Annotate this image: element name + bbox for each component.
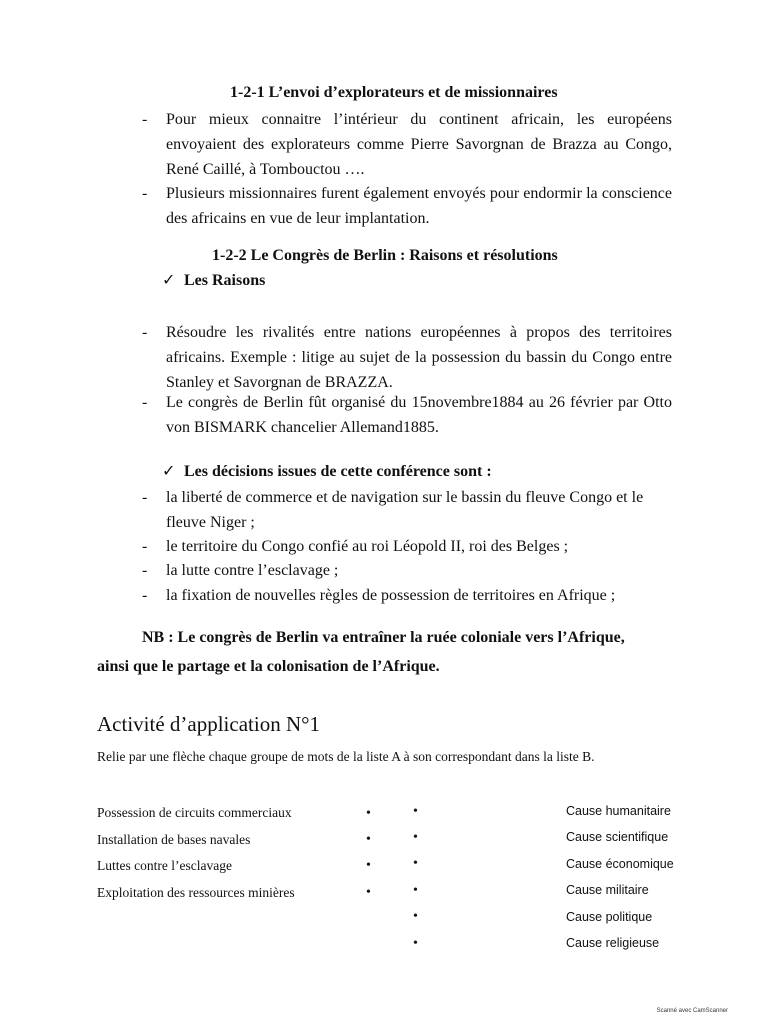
list-item xyxy=(142,320,672,395)
list-item xyxy=(142,181,672,231)
list-a-item: Exploitation des ressources minières xyxy=(97,885,295,900)
checkmark-icon: ✓ xyxy=(162,272,176,289)
list-b-item: Cause humanitaire xyxy=(566,804,671,818)
list-b-connector-dot[interactable]: • xyxy=(413,856,418,871)
dash-marker: - xyxy=(142,111,148,128)
dash-marker: - xyxy=(142,185,148,202)
list-b-connector-dot[interactable]: • xyxy=(413,909,418,924)
list-b-item: Cause militaire xyxy=(566,883,649,897)
dash-marker: - xyxy=(142,538,148,555)
dash-marker: - xyxy=(142,324,148,341)
dash-marker: - xyxy=(142,489,148,506)
list-b-item: Cause scientifique xyxy=(566,830,669,844)
list-b-connector-dot[interactable]: • xyxy=(413,804,418,819)
list-b-connector-dot[interactable]: • xyxy=(413,830,418,845)
raisons-heading-text: Les Raisons xyxy=(184,272,266,289)
list-item xyxy=(142,583,672,608)
section-122-title: 1-2-2 Le Congrès de Berlin : Raisons et résolutions xyxy=(212,247,558,264)
nb-line-2: ainsi que le partage et la colonisation de l’Afrique. xyxy=(97,658,440,675)
list-a-connector-dot[interactable]: • xyxy=(366,806,371,821)
list-b-item: Cause économique xyxy=(566,857,674,871)
dash-marker: - xyxy=(142,394,148,411)
scanner-watermark: Scanné avec CamScanner xyxy=(656,1008,728,1014)
list-a-item: Luttes contre l’esclavage xyxy=(97,858,232,873)
list-item-text: Plusieurs missionnaires furent également envoyés pour endormir la conscience des africains en vue de leur implantation. xyxy=(166,185,672,227)
section-121-title: 1-2-1 L’envoi d’explorateurs et de missionnaires xyxy=(230,84,558,101)
activity-instruction: Relie par une flèche chaque groupe de mots de la liste A à son correspondant dans la liste B. xyxy=(97,749,595,764)
list-b-connector-dot[interactable]: • xyxy=(413,936,418,951)
list-item-text: Pour mieux connaitre l’intérieur du continent africain, les européens envoyaient des explorateurs comme Pierre Savorgnan de Brazza au Congo, René Caillé, à Tombouctou …. xyxy=(166,111,672,178)
list-a-item: Possession de circuits commerciaux xyxy=(97,805,292,820)
checkmark-icon: ✓ xyxy=(162,463,176,480)
raisons-heading xyxy=(162,270,265,290)
list-item-text: Résoudre les rivalités entre nations européennes à propos des territoires africains. Exemple : litige au sujet de la possession du bassin du Congo entre Stanley et Savorgnan de BRAZZA. xyxy=(166,324,672,391)
list-b-connector-dot[interactable]: • xyxy=(413,883,418,898)
list-a-item: Installation de bases navales xyxy=(97,832,251,847)
list-item-text: la fixation de nouvelles règles de possession de territoires en Afrique ; xyxy=(166,587,616,604)
list-item xyxy=(142,107,672,182)
nb-note xyxy=(97,623,672,681)
list-a-connector-dot[interactable]: • xyxy=(366,885,371,900)
list-a-connector-dot[interactable]: • xyxy=(366,832,371,847)
list-b-item: Cause politique xyxy=(566,910,653,924)
list-item xyxy=(142,485,672,535)
list-a-connector-dot[interactable]: • xyxy=(366,858,371,873)
dash-marker: - xyxy=(142,587,148,604)
list-item-text: la lutte contre l’esclavage ; xyxy=(166,562,339,579)
list-item xyxy=(142,390,672,440)
list-b-item: Cause religieuse xyxy=(566,936,660,950)
dash-marker: - xyxy=(142,562,148,579)
list-item xyxy=(142,534,672,559)
list-item-text: le territoire du Congo confié au roi Léopold II, roi des Belges ; xyxy=(166,538,569,555)
decisions-heading-text: Les décisions issues de cette conférence sont : xyxy=(184,463,492,480)
activity-title: Activité d’application N°1 xyxy=(97,712,321,736)
list-item-text: Le congrès de Berlin fût organisé du 15novembre1884 au 26 février par Otto von BISMARK chancelier Allemand1885. xyxy=(166,394,672,436)
list-item xyxy=(142,558,672,583)
decisions-heading xyxy=(162,461,492,481)
list-item-text: la liberté de commerce et de navigation sur le bassin du fleuve Congo et le fleuve Niger ; xyxy=(166,489,644,531)
nb-line-1: NB : Le congrès de Berlin va entraîner la ruée coloniale vers l’Afrique, xyxy=(142,629,625,646)
